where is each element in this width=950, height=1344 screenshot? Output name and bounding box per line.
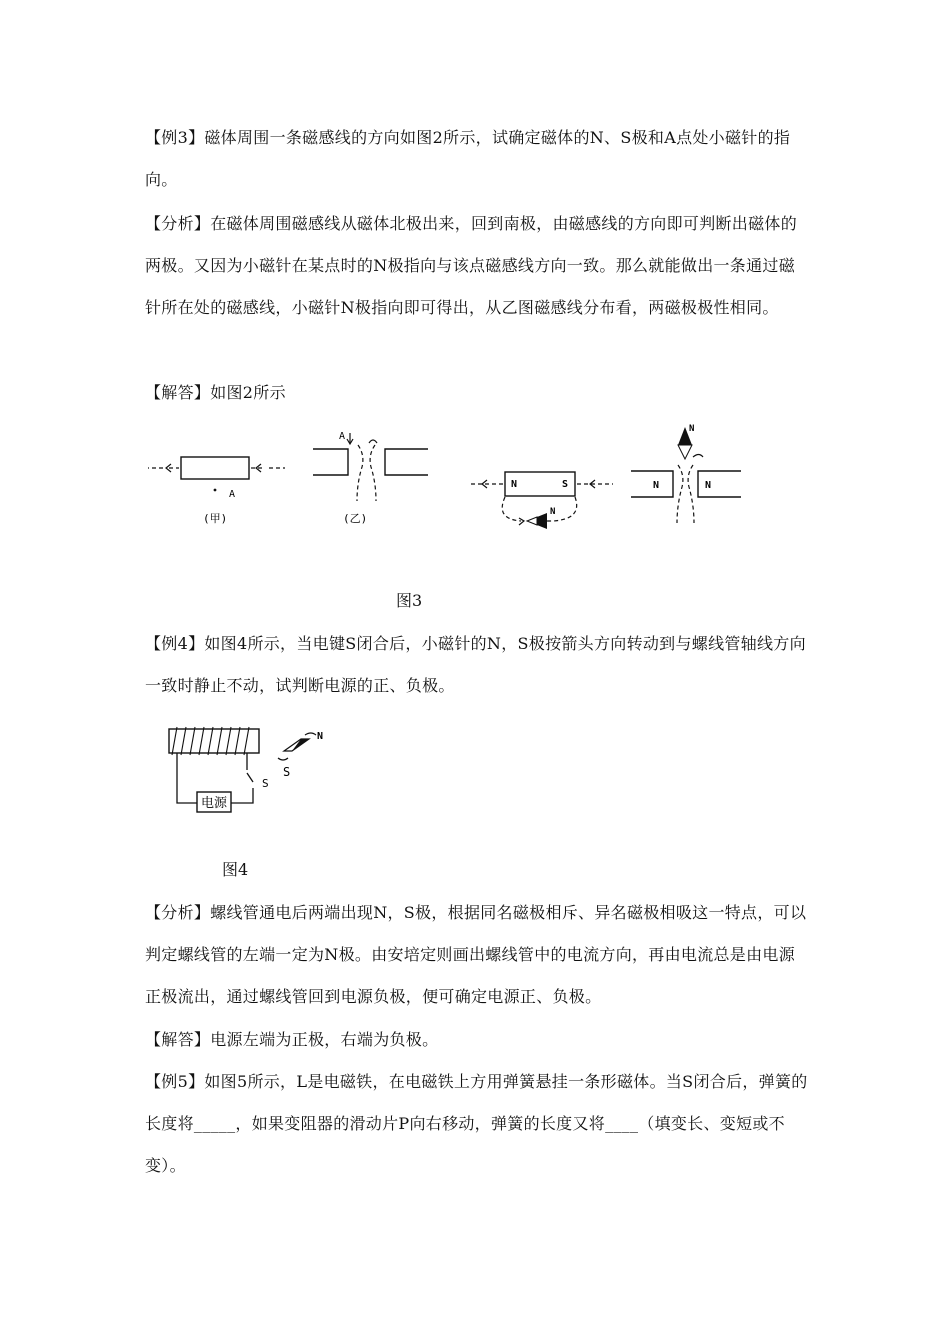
ex3-question: 【例3】磁体周围一条磁感线的方向如图2所示，试确定磁体的N、S极和A点处小磁针的指向。 xyxy=(145,128,791,189)
ex3-answer: 【解答】如图2所示 xyxy=(145,383,286,402)
figure-3 xyxy=(143,415,773,555)
ex4-answer: 【解答】电源左端为正极，右端为负极。 xyxy=(145,1030,439,1049)
needle-n-label-2: N xyxy=(689,424,695,434)
power-label: 电源 xyxy=(201,796,228,811)
label-yi: (乙) xyxy=(343,512,368,525)
magnet-right-n-label: N xyxy=(705,480,712,491)
figure-3-caption: 图3 xyxy=(396,591,423,610)
needle-n-label-1: N xyxy=(550,507,556,517)
ex3-analysis: 【分析】在磁体周围磁感线从磁体北极出来，回到南极，由磁感线的方向即可判断出磁体的两极。又因为小磁针在某点时的N极指向与该点磁感线方向一致。那么就能做出一条通过磁针所在处的磁感线，小磁针N极指向即可得出，从乙图磁感线分布看，两磁极极性相同。 xyxy=(145,214,798,317)
label-jia: (甲) xyxy=(203,512,228,525)
point-a-label-yi: A xyxy=(339,431,346,442)
magnet-left-n-label: N xyxy=(653,480,660,491)
magnet-s-label: S xyxy=(562,479,569,490)
ex4-question: 【例4】如图4所示，当电键S闭合后，小磁针的N，S极按箭头方向转动到与螺线管轴线方向一致时静止不动，试判断电源的正、负极。 xyxy=(145,634,806,695)
point-a-label-jia: A xyxy=(229,489,236,500)
needle-s-label: S xyxy=(283,765,291,779)
switch-label: S xyxy=(262,777,269,790)
figure-4-caption: 图4 xyxy=(222,860,249,879)
ex4-analysis: 【分析】螺线管通电后两端出现N，S极，根据同名磁极相斥、异名磁极相吸这一特点，可以判定螺线管的左端一定为N极。由安培定则画出螺线管中的电流方向，再由电流总是由电源正极流出，通过螺线管回到电源负极，便可确定电源正、负极。 xyxy=(145,903,807,1006)
ex5-question: 【例5】如图5所示，L是电磁铁，在电磁铁上方用弹簧悬挂一条形磁体。当S闭合后，弹簧的长度将_____，如果变阻器的滑动片P向右移动，弹簧的长度又将____（填变长、变短或不变）。 xyxy=(145,1072,808,1175)
magnet-n-label: N xyxy=(511,479,518,490)
needle-n-label: N xyxy=(317,731,324,742)
figure-4 xyxy=(145,718,353,816)
point-a-dot xyxy=(214,489,217,492)
